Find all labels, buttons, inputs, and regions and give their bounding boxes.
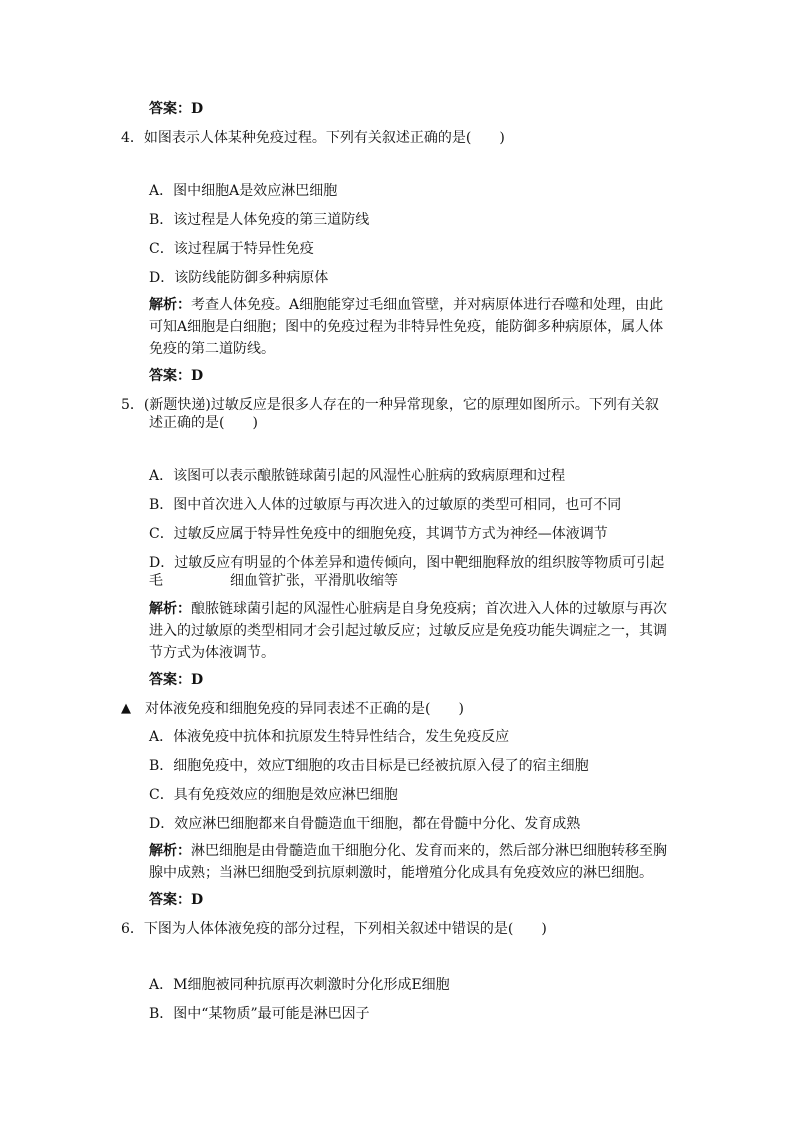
q5-option-b: B．图中首次进入人体的过敏原与再次进入的过敏原的类型可相同，也可不同 <box>149 497 622 513</box>
q4-option-d: D．该防线能防御多种病原体 <box>149 270 329 286</box>
q6-option-b: B．图中“某物质”最可能是淋巴因子 <box>149 1006 370 1022</box>
q5-answer: 答案：D <box>149 672 204 688</box>
qt-answer: 答案：D <box>149 892 204 908</box>
qt-option-a: A．体液免疫中抗体和抗原发生特异性结合，发生免疫反应 <box>149 729 510 745</box>
qt-analysis-line-2: 腺中成熟；当淋巴细胞受到抗原刺激时，能增殖分化成具有免疫效应的淋巴细胞。 <box>149 865 653 881</box>
q6-option-a: A．M细胞被同种抗原再次刺激时分化形成E细胞 <box>149 977 450 993</box>
q5-analysis-line-2: 进入的过敏原的类型相同才会引起过敏反应；过敏反应是免疫功能失调症之一，其调 <box>149 623 667 639</box>
q4-analysis-line-3: 免疫的第二道防线。 <box>149 341 275 357</box>
q5-option-d-line-2a: 毛 <box>149 573 163 589</box>
q5-analysis-line-3: 节方式为体液调节。 <box>149 645 275 661</box>
q4-answer: 答案：D <box>149 368 204 384</box>
q5-stem-line-1: 5．(新题快递)过敏反应是很多人存在的一种异常现象，它的原理如图所示。下列有关叙 <box>121 397 659 413</box>
q4-analysis-line-2: 可知A细胞是白细胞；图中的免疫过程为非特异性免疫，能防御多种病原体，属人体 <box>149 319 664 335</box>
q4-stem: 4．如图表示人体某种免疫过程。下列有关叙述正确的是( ) <box>121 130 505 146</box>
qt-stem: 对体液免疫和细胞免疫的异同表述不正确的是( ) <box>145 701 464 717</box>
q5-analysis-line-1: 解析：酿脓链球菌引起的风湿性心脏病是自身免疫病；首次进入人体的过敏原与再次 <box>149 601 667 617</box>
qt-option-b: B．细胞免疫中，效应T细胞的攻击目标是已经被抗原入侵了的宿主细胞 <box>149 758 589 774</box>
q5-option-d-line-1: D．过敏反应有明显的个体差异和遗传倾向，图中靶细胞释放的组织胺等物质可引起 <box>149 555 665 571</box>
qt-option-c: C．具有免疫效应的细胞是效应淋巴细胞 <box>149 787 398 803</box>
triangle-marker-icon: ▲ <box>121 701 131 716</box>
q4-analysis-line-1: 解析：考查人体免疫。A细胞能穿过毛细血管壁，并对病原体进行吞噬和处理，由此 <box>149 297 664 313</box>
q5-option-c: C．过敏反应属于特异性免疫中的细胞免疫，其调节方式为神经—体液调节 <box>149 526 608 542</box>
q4-option-a: A．图中细胞A是效应淋巴细胞 <box>149 183 338 199</box>
q3-answer: 答案：D <box>149 101 204 117</box>
q5-stem-line-2: 述正确的是( ) <box>149 415 258 431</box>
q4-option-b: B．该过程是人体免疫的第三道防线 <box>149 212 370 228</box>
q6-stem: 6．下图为人体体液免疫的部分过程，下列相关叙述中错误的是( ) <box>121 921 547 937</box>
q4-option-c: C．该过程属于特异性免疫 <box>149 241 314 257</box>
q5-option-d-line-2b: 细血管扩张，平滑肌收缩等 <box>230 573 398 589</box>
q5-option-a: A．该图可以表示酿脓链球菌引起的风湿性心脏病的致病原理和过程 <box>149 468 566 484</box>
qt-analysis-line-1: 解析：淋巴细胞是由骨髓造血干细胞分化、发育而来的，然后部分淋巴细胞转移至胸 <box>149 843 667 859</box>
qt-option-d: D．效应淋巴细胞都来自骨髓造血干细胞，都在骨髓中分化、发育成熟 <box>149 816 581 832</box>
